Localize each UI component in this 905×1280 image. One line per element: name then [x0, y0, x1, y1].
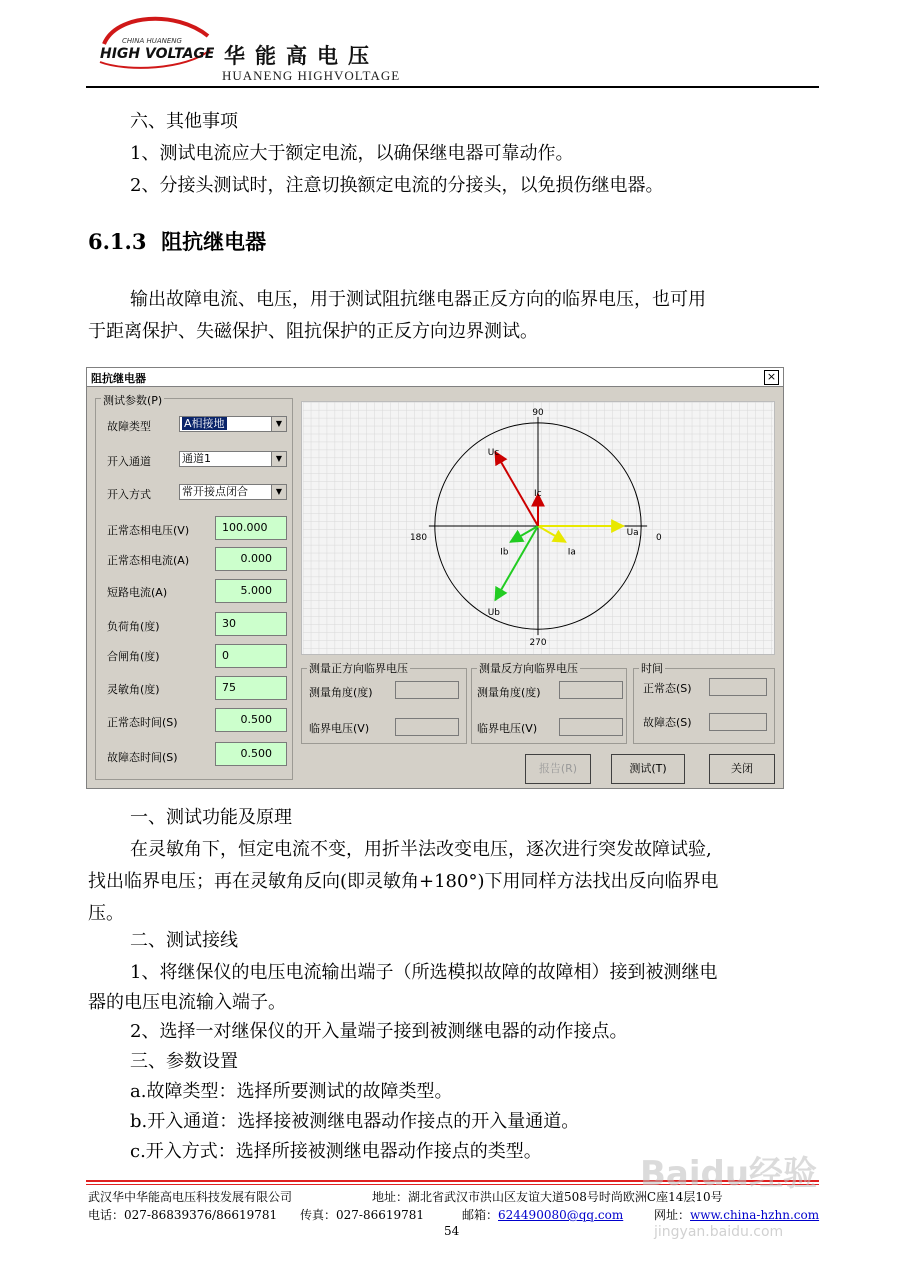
fault-time-input[interactable]: 0.500	[215, 742, 287, 766]
footer-company: 武汉华中华能高电压科技发展有限公司	[88, 1190, 293, 1204]
forward-voltage-output	[395, 718, 459, 736]
watermark-url: jingyan.baidu.com	[654, 1224, 784, 1240]
input-channel-value: 通道1	[182, 452, 211, 465]
input-mode-value: 常开接点闭合	[182, 485, 248, 498]
dropdown-arrow-icon[interactable]: ▼	[271, 485, 286, 499]
field-label: 正常态相电压(V)	[107, 524, 190, 537]
body-p3: 2、选择一对继保仪的开入量端子接到被测继电器的动作接点。	[130, 1021, 628, 1042]
notes-item-2: 2、分接头测试时，注意切换额定电流的分接头，以免损伤继电器。	[130, 175, 664, 196]
time-fault-output	[709, 713, 767, 731]
axis-label-270: 270	[529, 638, 547, 649]
phasor-diagram	[301, 401, 775, 655]
footer-email-link[interactable]: 624490080@qq.com	[498, 1208, 624, 1222]
notes-item-1: 1、测试电流应大于额定电流，以确保继电器可靠动作。	[130, 143, 574, 164]
footer-phone: 电话：027-86839376/86619781	[88, 1208, 278, 1222]
body-heading-1: 一、测试功能及原理	[130, 807, 292, 828]
reverse-angle-output	[559, 681, 623, 699]
field-label: 负荷角(度)	[107, 620, 160, 633]
body-item-c: c.开入方式：选择所接被测继电器动作接点的类型。	[130, 1141, 542, 1162]
load-angle-input[interactable]: 30	[215, 612, 287, 636]
forward-angle-label: 测量角度(度)	[309, 686, 373, 699]
vector-label-uc: Uc	[487, 447, 500, 458]
reverse-angle-label: 测量角度(度)	[477, 686, 541, 699]
report-button[interactable]: 报告(R)	[525, 754, 591, 784]
body-p1-line-1: 在灵敏角下，恒定电流不变，用折半法改变电压，逐次进行突发故障试验,	[130, 839, 712, 860]
close-angle-input[interactable]: 0	[215, 644, 287, 668]
impedance-relay-dialog	[86, 367, 784, 789]
input-mode-select[interactable]	[179, 484, 287, 500]
body-p1-line-2: 找出临界电压；再在灵敏角反向(即灵敏角+180°)下用同样方法找出反向临界电	[88, 871, 719, 892]
footer-email-label: 邮箱：	[462, 1208, 499, 1222]
normal-time-input[interactable]: 0.500	[215, 708, 287, 732]
page-number: 54	[444, 1224, 460, 1238]
intro-line-2: 于距离保护、失磁保护、阻抗保护的正反方向边界测试。	[88, 321, 538, 342]
test-button[interactable]: 测试(T)	[611, 754, 685, 784]
forward-group-label: 测量正方向临界电压	[309, 662, 408, 675]
dialog-titlebar[interactable]	[87, 368, 783, 387]
footer-web	[654, 1206, 819, 1223]
close-icon[interactable]: ×	[764, 370, 779, 385]
vector-label-ua: Ua	[626, 527, 639, 538]
reverse-voltage-output	[559, 718, 623, 736]
company-logo	[96, 14, 214, 70]
forward-angle-output	[395, 681, 459, 699]
axis-label-90: 90	[532, 407, 544, 418]
field-label: 灵敏角(度)	[107, 683, 160, 696]
axis-label-0: 0	[656, 532, 662, 543]
section-heading	[88, 226, 266, 256]
normal-voltage-input[interactable]: 100.000	[215, 516, 287, 540]
sensitive-angle-input[interactable]: 75	[215, 676, 287, 700]
dropdown-arrow-icon[interactable]: ▼	[271, 452, 286, 466]
dialog-title: 阻抗继电器	[91, 372, 146, 385]
vector-label-ub: Ub	[487, 608, 500, 619]
vector-label-ia: Ia	[567, 547, 576, 558]
input-channel-label: 开入通道	[107, 455, 151, 468]
normal-current-input[interactable]: 0.000	[215, 547, 287, 571]
body-heading-3: 三、参数设置	[130, 1051, 238, 1072]
body-p2-line-1: 1、将继保仪的电压电流输出端子（所选模拟故障的故障相）接到被测继电	[130, 962, 718, 983]
time-normal-output	[709, 678, 767, 696]
axis-label-180: 180	[410, 532, 428, 543]
watermark-logo: Baidu经验	[640, 1154, 818, 1194]
header-divider	[86, 86, 819, 88]
time-normal-label: 正常态(S)	[643, 682, 692, 695]
section-number: 6.1.3	[88, 229, 147, 254]
field-label: 短路电流(A)	[107, 586, 168, 599]
footer-web-link[interactable]: www.china-hzhn.com	[690, 1208, 820, 1222]
short-current-input[interactable]: 5.000	[215, 579, 287, 603]
body-p2-line-2: 器的电压电流输入端子。	[88, 992, 286, 1013]
logo-small-text: CHINA HUANENG	[122, 37, 182, 45]
section-title: 阻抗继电器	[161, 229, 267, 254]
fault-type-select[interactable]	[179, 416, 287, 432]
vector-label-ib: Ib	[500, 547, 509, 558]
brand-chinese: 华能高电压	[224, 44, 379, 68]
body-item-a: a.故障类型：选择所要测试的故障类型。	[130, 1081, 453, 1102]
dropdown-arrow-icon[interactable]: ▼	[271, 417, 286, 431]
logo-big-text: HIGH VOLTAGE	[100, 46, 214, 62]
time-group-label: 时间	[641, 662, 663, 675]
params-group-label: 测试参数(P)	[103, 394, 163, 407]
intro-line-1: 输出故障电流、电压，用于测试阻抗继电器正反方向的临界电压，也可用	[130, 289, 706, 310]
brand-english: HUANENG HIGHVOLTAGE	[222, 68, 401, 83]
field-label: 正常态时间(S)	[107, 716, 178, 729]
footer-email	[462, 1206, 623, 1223]
fault-type-label: 故障类型	[107, 420, 151, 433]
vector-label-ic: Ic	[534, 489, 542, 500]
body-heading-2: 二、测试接线	[130, 930, 238, 951]
footer-address: 地址：湖北省武汉市洪山区友谊大道508号时尚欧洲C座14层10号	[372, 1190, 723, 1204]
footer-web-label: 网址：	[654, 1208, 691, 1222]
close-button[interactable]: 关闭	[709, 754, 775, 784]
field-label: 故障态时间(S)	[107, 751, 178, 764]
input-channel-select[interactable]	[179, 451, 287, 467]
field-label: 正常态相电流(A)	[107, 554, 190, 567]
body-item-b: b.开入通道：选择接被测继电器动作接点的开入量通道。	[130, 1111, 580, 1132]
notes-title: 六、其他事项	[130, 111, 238, 132]
reverse-voltage-label: 临界电压(V)	[477, 722, 538, 735]
footer-fax: 传真：027-86619781	[300, 1208, 425, 1222]
time-fault-label: 故障态(S)	[643, 716, 692, 729]
reverse-group-label: 测量反方向临界电压	[479, 662, 578, 675]
fault-type-value: A相接地	[184, 417, 225, 430]
field-label: 合闸角(度)	[107, 650, 160, 663]
input-mode-label: 开入方式	[107, 488, 151, 501]
body-p1-line-3: 压。	[88, 903, 124, 924]
forward-voltage-label: 临界电压(V)	[309, 722, 370, 735]
